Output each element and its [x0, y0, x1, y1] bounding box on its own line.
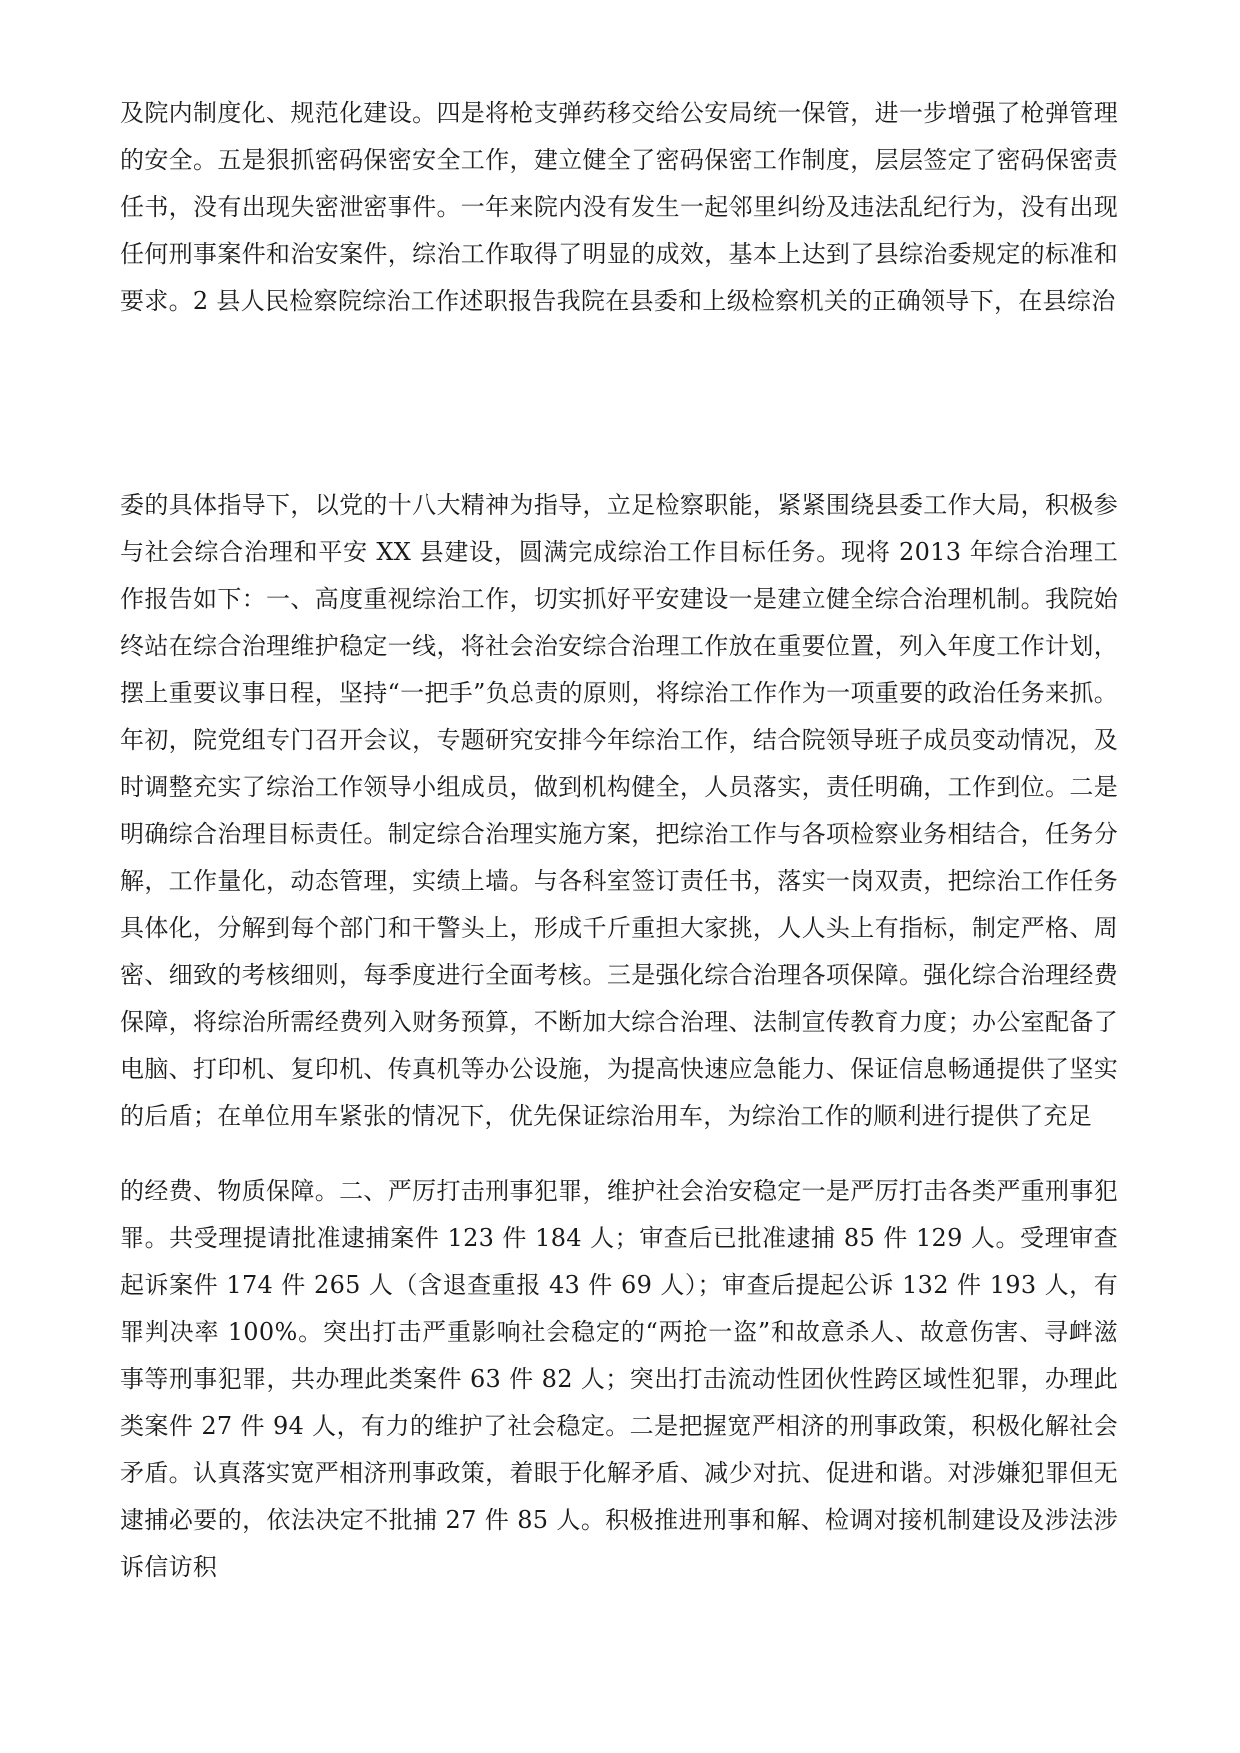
paragraph-1: 及院内制度化、规范化建设。四是将枪支弹药移交给公安局统一保管，进一步增强了枪弹管理的安全。五是狠抓密码保密安全工作，建立健全了密码保密工作制度，层层签定了密码保密责任书，没有出现失密泄密事件。一年来院内没有发生一起邻里纠纷及违法乱纪行为，没有出现任何刑事案件和治安案件，综治工作取得了明显的成效，基本上达到了县综治委规定的标准和要求。2 县人民检察院综治工作述职报告我院在县委和上级检察机关的正确领导下，在县综治	[120, 99, 1118, 315]
paragraph-2: 委的具体指导下，以党的十八大精神为指导，立足检察职能，紧紧围绕县委工作大局，积极参与社会综合治理和平安 XX 县建设，圆满完成综治工作目标任务。现将 2013 年综合治理工作报告如下：一、高度重视综治工作，切实抓好平安建设一是建立健全综合治理机制。我院始终站在综合治理维护稳定一线，将社会治安综合治理工作放在重要位置，列入年度工作计划，摆上重要议事日程，坚持“一把手”负总责的原则，将综治工作作为一项重要的政治任务来抓。年初，院党组专门召开会议，专题研究安排今年综治工作，结合院领导班子成员变动情况，及时调整充实了综治工作领导小组成员，做到机构健全，人员落实，责任明确，工作到位。二是明确综合治理目标责任。制定综合治理实施方案，把综治工作与各项检察业务相结合，任务分解，工作量化，动态管理，实绩上墙。与各科室签订责任书，落实一岗双责，把综治工作任务具体化，分解到每个部门和干警头上，形成千斤重担大家挑，人人头上有指标，制定严格、周密、细致的考核细则，每季度进行全面考核。三是强化综合治理各项保障。强化综合治理经费保障，将综治所需经费列入财务预算，不断加大综合治理、法制宣传教育力度；办公室配备了电脑、打印机、复印机、传真机等办公设施，为提高快速应急能力、保证信息畅通提供了坚实的后盾；在单位用车紧张的情况下，优先保证综治用车，为综治工作的顺利进行提供了充足	[120, 491, 1118, 1130]
paragraph-3: 的经费、物质保障。二、严厉打击刑事犯罪，维护社会治安稳定一是严厉打击各类严重刑事犯罪。共受理提请批准逮捕案件 123 件 184 人；审查后已批准逮捕 85 件 129 人。受理审查起诉案件 174 件 265 人（含退查重报 43 件 69 人）；审查后提起公诉 132 件 193 人，有罪判决率 100%。突出打击严重影响社会稳定的“两抢一盗”和故意杀人、故意伤害、寻衅滋事等刑事犯罪，共办理此类案件 63 件 82 人；突出打击流动性团伙性跨区域性犯罪，办理此类案件 27 件 94 人，有力的维护了社会稳定。二是把握宽严相济的刑事政策，积极化解社会矛盾。认真落实宽严相济刑事政策，着眼于化解矛盾、减少对抗、促进和谐。对涉嫌犯罪但无逮捕必要的，依法决定不批捕 27 件 85 人。积极推进刑事和解、检调对接机制建设及涉法涉诉信访积	[120, 1177, 1118, 1581]
